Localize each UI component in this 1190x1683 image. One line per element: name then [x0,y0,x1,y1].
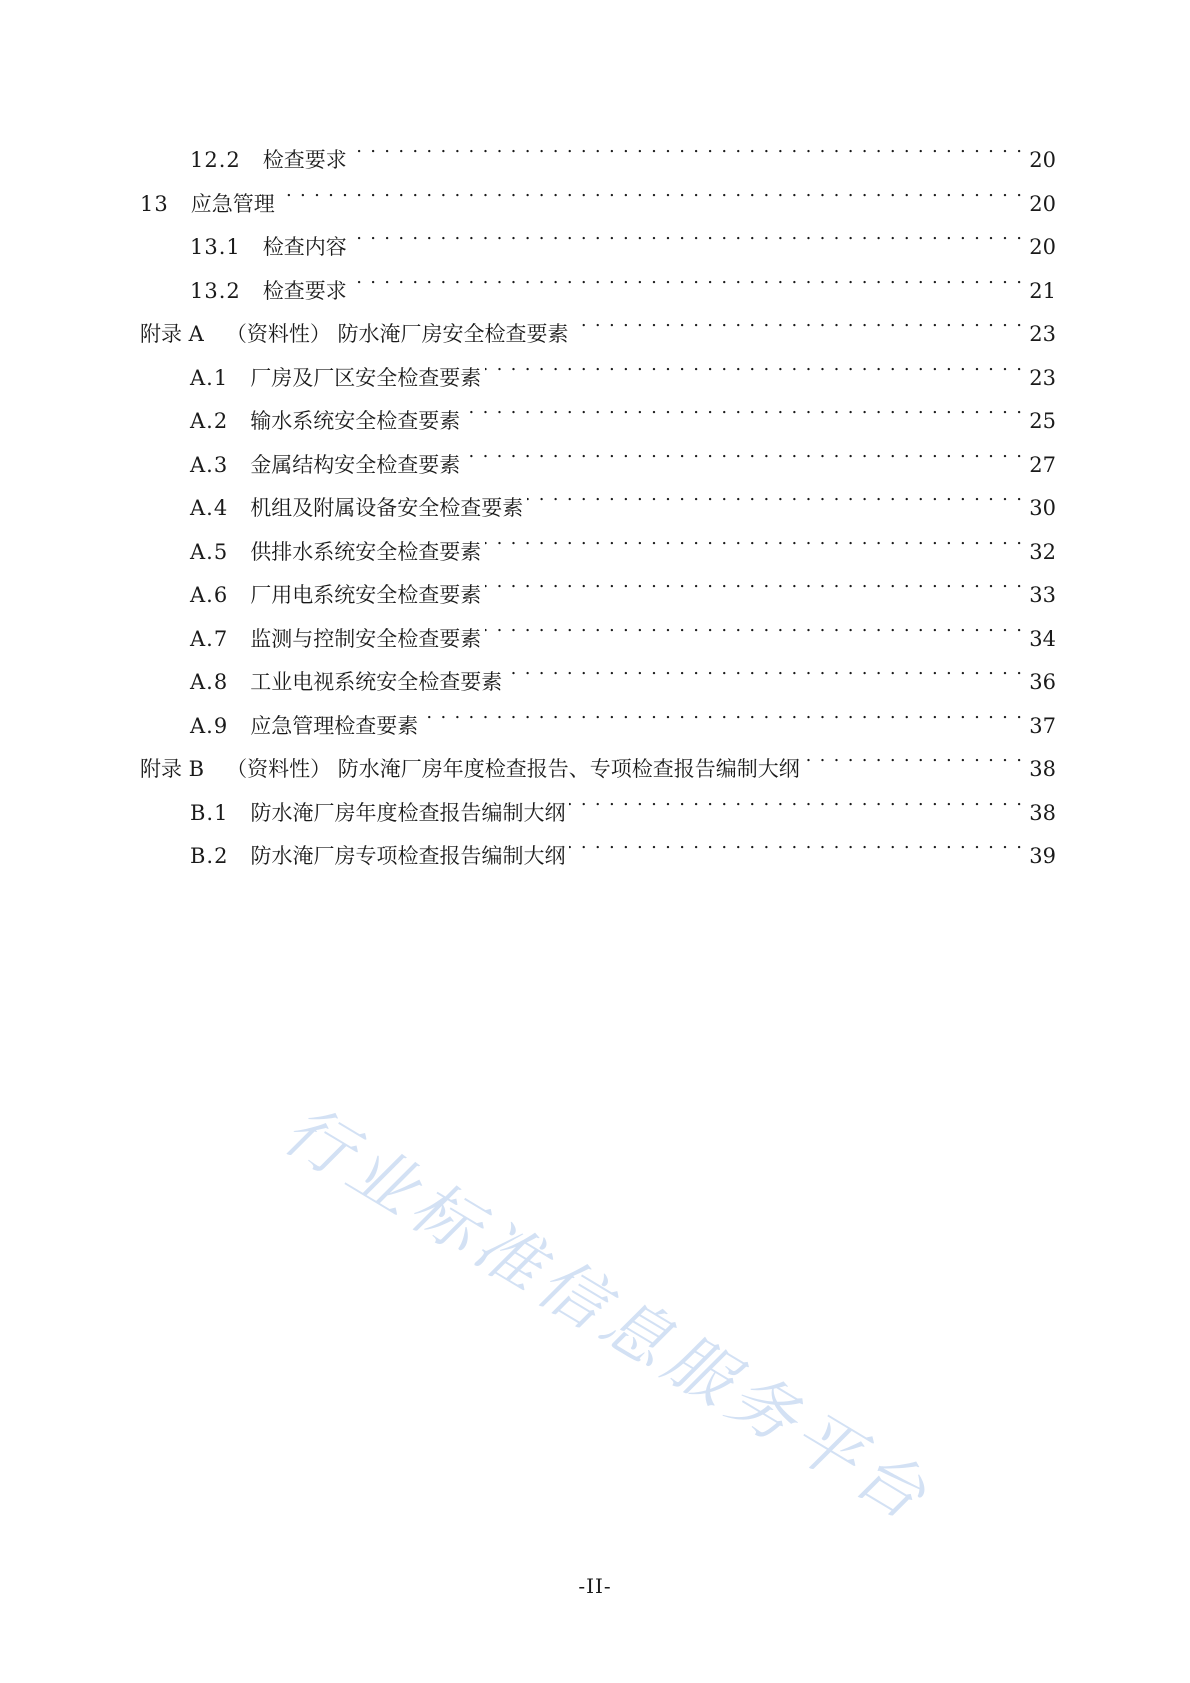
toc-dot-leader [351,258,1024,298]
toc-entry-title: （资料性） 防水淹厂房年度检查报告、专项检查报告编制大纲 [226,757,800,781]
toc-entry[interactable] [190,127,1056,172]
toc-dot-leader [279,171,1024,211]
toc-entry-title: （资料性） 防水淹厂房安全检查要素 [225,322,569,346]
toc-entry[interactable] [140,171,1056,216]
toc-entry-number: B.1 [190,801,229,825]
toc-entry-number: A.3 [190,453,229,477]
toc-entry[interactable] [190,388,1056,433]
toc-entry[interactable] [190,606,1056,651]
toc-entry-title: 应急管理检查要素 [250,714,419,738]
toc-entry-title: 工业电视系统安全检查要素 [250,670,503,694]
toc-dot-leader [485,606,1023,646]
toc-entry-page: 23 [1029,366,1056,390]
toc-entry-number: A.7 [190,627,229,651]
toc-entry-page: 33 [1029,583,1056,607]
toc-entry-title: 防水淹厂房专项检查报告编制大纲 [250,844,566,868]
toc-entry-page: 23 [1029,322,1056,346]
toc-entry[interactable] [190,258,1056,303]
toc-entry[interactable] [190,649,1056,694]
toc-entry-title: 供排水系统安全检查要素 [250,540,482,564]
toc-entry[interactable] [190,475,1056,520]
toc-entry-appendix[interactable] [140,736,1056,781]
toc-entry-page: 37 [1029,714,1056,738]
toc-entry-number: A.4 [190,496,229,520]
toc-entry-title: 应急管理 [190,192,275,216]
toc-entry-number: 13 [140,192,169,216]
toc-entry-title: 检查要求 [262,279,347,303]
toc-dot-leader [569,823,1023,863]
toc-entry-number: A.9 [190,714,229,738]
toc-dot-leader [804,736,1023,776]
toc-entry-page: 20 [1029,192,1056,216]
toc-dot-leader [527,475,1023,515]
toc-dot-leader [506,649,1023,689]
toc-entry-page: 32 [1029,540,1056,564]
toc-entry-number: 附录 A [140,322,204,346]
toc-dot-leader [351,214,1024,254]
toc-entry-number: A.8 [190,670,229,694]
toc-dot-leader [485,345,1023,385]
toc-entry[interactable] [190,345,1056,390]
toc-entry[interactable] [190,562,1056,607]
toc-entry-title: 检查内容 [262,235,347,259]
toc-dot-leader [573,301,1024,341]
toc-entry-number: A.1 [190,366,229,390]
toc-entry-number: 12.2 [190,148,241,172]
toc-entry[interactable] [190,823,1056,868]
toc-entry-number: A.5 [190,540,229,564]
toc-entry[interactable] [190,780,1056,825]
toc-entry-title: 防水淹厂房年度检查报告编制大纲 [250,801,566,825]
toc-entry-page: 25 [1029,409,1056,433]
toc-dot-leader [569,780,1023,820]
toc-entry-title: 金属结构安全检查要素 [250,453,461,477]
toc-entry-page: 20 [1029,235,1056,259]
toc-entry-page: 38 [1029,801,1056,825]
toc-entry-number: B.2 [190,844,229,868]
toc-entry-title: 厂用电系统安全检查要素 [250,583,482,607]
toc-entry-number: A.6 [190,583,229,607]
toc-entry-title: 机组及附属设备安全检查要素 [250,496,524,520]
toc-entry-page: 39 [1029,844,1056,868]
toc-entry[interactable] [190,693,1056,738]
toc-entry[interactable] [190,519,1056,564]
toc-entry-page: 21 [1029,279,1056,303]
toc-entry-title: 输水系统安全检查要素 [250,409,461,433]
toc-entry-title: 检查要求 [262,148,347,172]
toc-dot-leader [464,432,1023,472]
toc-entry[interactable] [190,432,1056,477]
toc-dot-leader [485,519,1023,559]
toc-entry-number: A.2 [190,409,229,433]
toc-entry-page: 34 [1029,627,1056,651]
toc-dot-leader [351,127,1024,167]
toc-entry-number: 13.2 [190,279,241,303]
toc-entry-number: 13.1 [190,235,241,259]
page-number: -II- [578,1574,612,1598]
toc-entry-page: 38 [1029,757,1056,781]
toc-entry-title: 监测与控制安全检查要素 [250,627,482,651]
toc-dot-leader [464,388,1023,428]
toc-entry-page: 20 [1029,148,1056,172]
toc-entry-number: 附录 B [140,757,205,781]
toc-entry-page: 36 [1029,670,1056,694]
toc-entry[interactable] [190,214,1056,259]
toc-entry-page: 27 [1029,453,1056,477]
toc-dot-leader [485,562,1023,602]
toc-entry-page: 30 [1029,496,1056,520]
toc-entry-title: 厂房及厂区安全检查要素 [250,366,482,390]
toc-entry-appendix[interactable] [140,301,1056,346]
watermark-text: 行业标准信息服务平台 [270,1090,945,1538]
toc-dot-leader [422,693,1023,733]
